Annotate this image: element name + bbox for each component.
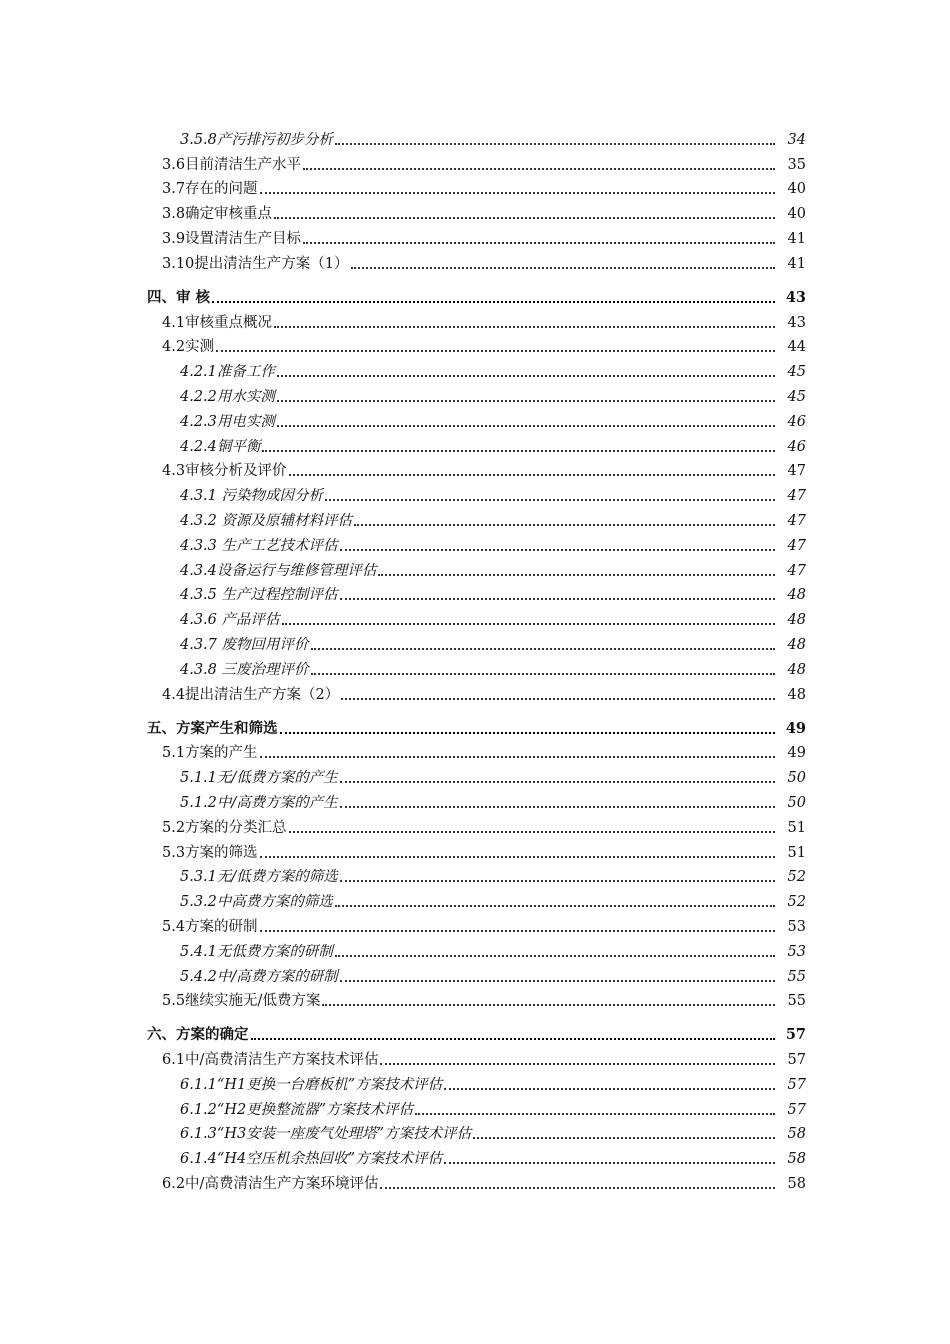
toc-entry-title: 5.1.1无/低费方案的产生 (180, 770, 338, 787)
toc-entry-title: 5.3.1无/低费方案的筛选 (180, 869, 338, 886)
dot-leader (340, 781, 775, 783)
toc-entry-title: 3.5.8产污排污初步分析 (180, 131, 333, 148)
dot-leader (289, 831, 775, 833)
toc-entry-title: 5.2方案的分类汇总 (162, 819, 287, 836)
dot-leader (216, 350, 775, 352)
toc-entry-page-number: 51 (784, 844, 806, 862)
dot-leader (282, 623, 775, 625)
dot-leader (325, 499, 775, 501)
toc-entry-page-number: 51 (784, 819, 806, 837)
table-of-contents (0, 124, 950, 1193)
toc-entry-page-number: 47 (784, 562, 806, 580)
dot-leader (444, 1088, 775, 1090)
toc-entry-page-number: 45 (784, 388, 806, 406)
toc-entry[interactable] (0, 704, 950, 738)
toc-entry-page-number: 58 (784, 1125, 806, 1143)
toc-entry-title: 五、方案产生和筛选 (147, 719, 278, 737)
toc-entry-page-number: 35 (784, 156, 806, 174)
toc-entry[interactable] (0, 223, 950, 248)
toc-entry[interactable] (0, 1044, 950, 1069)
toc-entry-page-number: 58 (784, 1150, 806, 1168)
toc-entry-page-number: 53 (784, 943, 806, 961)
toc-entry-title: 3.9设置清洁生产目标 (162, 230, 302, 247)
toc-entry[interactable] (0, 1119, 950, 1144)
toc-entry[interactable] (0, 356, 950, 381)
toc-entry[interactable] (0, 406, 950, 431)
dot-leader (415, 1113, 775, 1115)
toc-entry-title: 6.1中/高费清洁生产方案技术评估 (162, 1052, 379, 1069)
toc-entry[interactable] (0, 738, 950, 763)
toc-entry-title: 4.3.4设备运行与维修管理评估 (180, 562, 377, 579)
toc-entry-title: 4.1审核重点概况 (162, 314, 273, 331)
toc-entry-title: 6.2中/高费清洁生产方案环境评估 (162, 1176, 379, 1193)
dot-leader (322, 1004, 775, 1006)
toc-entry[interactable] (0, 654, 950, 679)
dot-leader (303, 168, 775, 170)
toc-entry-title: 6.1.2“H2更换整流器”方案技术评估 (180, 1101, 414, 1118)
dot-leader (260, 930, 775, 932)
toc-entry[interactable] (0, 862, 950, 887)
dot-leader (280, 732, 776, 734)
toc-entry-page-number: 41 (784, 255, 806, 273)
toc-entry-title: 4.2.2用水实测 (180, 388, 275, 405)
dot-leader (260, 756, 775, 758)
toc-entry[interactable] (0, 812, 950, 837)
toc-entry[interactable] (0, 1094, 950, 1119)
toc-entry-page-number: 50 (784, 769, 806, 787)
toc-entry-title: 4.2.4铜平衡 (180, 438, 261, 455)
toc-entry-page-number: 49 (782, 720, 806, 738)
dot-leader (311, 673, 775, 675)
toc-entry[interactable] (0, 787, 950, 812)
toc-entry[interactable] (0, 580, 950, 605)
toc-entry-page-number: 58 (784, 1175, 806, 1193)
toc-entry[interactable] (0, 1010, 950, 1044)
toc-entry-title: 4.3.6 产品评估 (180, 612, 280, 629)
toc-entry-title: 4.3.1 污染物成因分析 (180, 488, 324, 505)
toc-entry-page-number: 47 (784, 512, 806, 530)
toc-entry-title: 5.1方案的产生 (162, 745, 258, 762)
toc-entry-title: 四、审 核 (147, 288, 211, 306)
toc-entry-page-number: 46 (784, 438, 806, 456)
dot-leader (277, 425, 775, 427)
toc-entry-page-number: 57 (784, 1101, 806, 1119)
dot-leader (473, 1137, 775, 1139)
dot-leader (340, 549, 775, 551)
dot-leader (251, 1038, 776, 1040)
toc-entry[interactable] (0, 505, 950, 530)
dot-leader (341, 698, 775, 700)
toc-entry[interactable] (0, 1168, 950, 1193)
toc-entry-page-number: 52 (784, 893, 806, 911)
toc-entry-title: 6.1.1“H1更换一台磨板机”方案技术评估 (180, 1076, 443, 1093)
toc-entry-page-number: 49 (784, 744, 806, 762)
dot-leader (380, 1187, 775, 1189)
toc-entry[interactable] (0, 273, 950, 307)
toc-entry-page-number: 48 (784, 661, 806, 679)
toc-entry-page-number: 48 (784, 611, 806, 629)
toc-entry[interactable] (0, 1143, 950, 1168)
toc-entry[interactable] (0, 198, 950, 223)
dot-leader (351, 267, 775, 269)
dot-leader (274, 326, 775, 328)
toc-entry[interactable] (0, 629, 950, 654)
toc-entry-title: 4.3审核分析及评价 (162, 463, 287, 480)
toc-entry[interactable] (0, 149, 950, 174)
toc-entry-title: 5.4.1无低费方案的研制 (180, 943, 333, 960)
toc-entry-title: 4.2实测 (162, 339, 215, 356)
toc-entry-page-number: 57 (784, 1051, 806, 1069)
toc-entry[interactable] (0, 986, 950, 1011)
toc-entry-title: 4.3.3 生产工艺技术评估 (180, 537, 338, 554)
toc-entry[interactable] (0, 1069, 950, 1094)
toc-entry[interactable] (0, 530, 950, 555)
toc-entry-title: 5.4方案的研制 (162, 918, 258, 935)
toc-entry-title: 5.3.2中高费方案的筛选 (180, 894, 333, 911)
toc-entry-page-number: 47 (784, 462, 806, 480)
dot-leader (354, 524, 775, 526)
toc-entry-title: 6.1.3“H3安装一座废气处理塔”方案技术评估 (180, 1126, 472, 1143)
toc-entry[interactable] (0, 679, 950, 704)
toc-entry-page-number: 34 (784, 131, 806, 149)
toc-entry[interactable] (0, 886, 950, 911)
dot-leader (378, 574, 775, 576)
toc-entry-page-number: 40 (784, 180, 806, 198)
toc-entry-page-number: 48 (784, 636, 806, 654)
toc-entry-title: 4.2.1准备工作 (180, 364, 275, 381)
toc-entry-title: 5.3方案的筛选 (162, 844, 258, 861)
toc-entry-page-number: 45 (784, 363, 806, 381)
toc-entry-page-number: 46 (784, 413, 806, 431)
dot-leader (274, 217, 775, 219)
dot-leader (277, 400, 775, 402)
toc-entry[interactable] (0, 604, 950, 629)
toc-entry[interactable] (0, 307, 950, 332)
toc-entry-title: 3.6目前清洁生产水平 (162, 156, 302, 173)
dot-leader (335, 905, 775, 907)
toc-entry-page-number: 41 (784, 230, 806, 248)
toc-entry-page-number: 44 (784, 338, 806, 356)
toc-entry-page-number: 53 (784, 918, 806, 936)
toc-entry-title: 六、方案的确定 (147, 1026, 249, 1044)
toc-entry-page-number: 55 (784, 992, 806, 1010)
toc-entry-page-number: 50 (784, 794, 806, 812)
toc-entry-title: 4.4提出清洁生产方案（2） (162, 686, 340, 703)
toc-entry-title: 3.10提出清洁生产方案（1） (162, 255, 349, 272)
dot-leader (260, 856, 775, 858)
toc-entry-title: 4.3.2 资源及原辅材料评估 (180, 512, 353, 529)
toc-entry-page-number: 48 (784, 586, 806, 604)
toc-entry-page-number: 52 (784, 868, 806, 886)
toc-entry-title: 4.2.3用电实测 (180, 413, 275, 430)
toc-entry[interactable] (0, 480, 950, 505)
toc-entry-title: 5.4.2中/高费方案的研制 (180, 968, 338, 985)
toc-entry-page-number: 48 (784, 686, 806, 704)
toc-entry-title: 5.5继续实施无/低费方案 (162, 993, 321, 1010)
toc-entry-page-number: 57 (784, 1076, 806, 1094)
dot-leader (212, 301, 775, 303)
dot-leader (303, 242, 775, 244)
toc-entry[interactable] (0, 555, 950, 580)
toc-entry-title: 3.7存在的问题 (162, 181, 258, 198)
toc-entry[interactable] (0, 911, 950, 936)
toc-entry[interactable] (0, 936, 950, 961)
toc-entry[interactable] (0, 456, 950, 481)
toc-entry-title: 4.3.5 生产过程控制评估 (180, 587, 338, 604)
toc-entry-page-number: 40 (784, 205, 806, 223)
dot-leader (340, 980, 775, 982)
toc-entry-page-number: 43 (784, 314, 806, 332)
toc-entry-page-number: 55 (784, 968, 806, 986)
dot-leader (444, 1162, 775, 1164)
dot-leader (289, 474, 775, 476)
dot-leader (340, 806, 775, 808)
dot-leader (277, 375, 775, 377)
toc-entry[interactable] (0, 837, 950, 862)
dot-leader (335, 143, 775, 145)
toc-entry-title: 4.3.8 三废治理评价 (180, 661, 309, 678)
toc-entry[interactable] (0, 124, 950, 149)
dot-leader (260, 192, 775, 194)
toc-entry-title: 6.1.4“H4空压机余热回收”方案技术评估 (180, 1151, 443, 1168)
dot-leader (340, 598, 775, 600)
toc-entry-page-number: 43 (782, 289, 806, 307)
toc-entry-title: 3.8确定审核重点 (162, 206, 273, 223)
dot-leader (380, 1063, 775, 1065)
toc-entry-page-number: 57 (782, 1026, 806, 1044)
dot-leader (340, 880, 775, 882)
dot-leader (311, 648, 775, 650)
toc-entry[interactable] (0, 381, 950, 406)
toc-entry[interactable] (0, 332, 950, 357)
dot-leader (262, 450, 775, 452)
toc-entry-title: 4.3.7 废物回用评价 (180, 636, 309, 653)
toc-entry-page-number: 47 (784, 537, 806, 555)
dot-leader (335, 955, 775, 957)
toc-entry[interactable] (0, 174, 950, 199)
toc-entry[interactable] (0, 431, 950, 456)
toc-entry-title: 5.1.2中/高费方案的产生 (180, 794, 338, 811)
toc-entry[interactable] (0, 762, 950, 787)
toc-entry[interactable] (0, 961, 950, 986)
toc-entry[interactable] (0, 248, 950, 273)
toc-entry-page-number: 47 (784, 487, 806, 505)
